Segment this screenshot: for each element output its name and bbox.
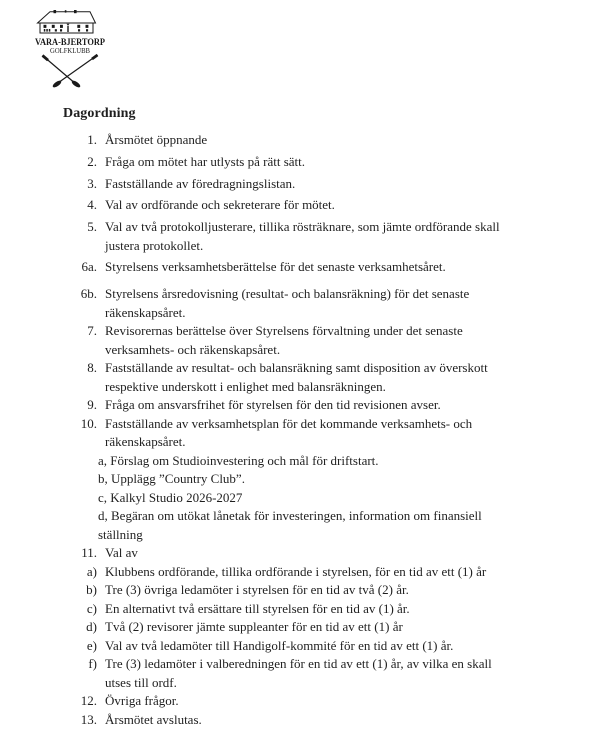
agenda-item-number: 12. <box>80 693 97 709</box>
logo-club-type: GOLFKLUBB <box>50 47 91 55</box>
agenda-item <box>75 452 595 471</box>
agenda-item-number: 8. <box>87 360 97 376</box>
agenda-item-text <box>105 285 469 322</box>
agenda-item-number: 10. <box>80 415 97 431</box>
agenda-item-number: 11. <box>81 545 97 561</box>
agenda-item <box>75 196 595 215</box>
agenda-item-line: Fråga om ansvarsfrihet för styrelsen för den tid revisionen avser. <box>105 397 441 413</box>
agenda-item-text <box>105 600 410 619</box>
agenda-item <box>75 692 595 711</box>
agenda-item-line: ställning <box>98 526 143 542</box>
agenda-item-number: 5. <box>87 219 97 235</box>
agenda-item-line: Övriga frågor. <box>105 693 179 709</box>
agenda-item-line: utses till ordf. <box>105 674 177 690</box>
agenda-item-line: Årsmötet öppnande <box>105 132 208 147</box>
club-logo-graphic <box>33 10 107 90</box>
agenda-item-line: a, Förslag om Studioinvestering och mål för driftstart. <box>98 452 379 468</box>
agenda-item-text <box>105 637 453 656</box>
agenda-item <box>75 396 595 415</box>
agenda-item-line: Styrelsens årsredovisning (resultat- och balansräkning) för det senaste <box>105 286 470 302</box>
agenda-item <box>75 359 595 396</box>
agenda-item-line: Fastställande av verksamhetsplan för det kommande verksamhets- och <box>105 415 473 431</box>
agenda-item-line: d, Begäran om utökat lånetak för investeringen, information om finansiell <box>98 508 482 524</box>
agenda-item-line: Fastställande av resultat- och balansräkning samt disposition av överskott <box>105 360 488 376</box>
agenda-item-number: c) <box>86 600 97 616</box>
agenda-item-text <box>98 452 379 471</box>
agenda-item <box>75 131 595 150</box>
agenda-item-text <box>105 359 488 396</box>
agenda-item-line: räkenskapsåret. <box>105 304 186 320</box>
agenda-item-number: 6b. <box>80 286 97 302</box>
agenda-item-number: 4. <box>87 197 97 213</box>
agenda-item-line: respektive underskott i enlighet med balansräkningen. <box>105 378 386 394</box>
agenda-item-number: 6a. <box>81 259 97 275</box>
agenda-item-line: Val av två ledamöter till Handigolf-kommité för en tid av ett (1) år. <box>105 637 454 653</box>
agenda-item-text <box>105 711 202 730</box>
agenda-item-text <box>105 322 463 359</box>
agenda-item <box>75 637 595 656</box>
agenda-item-line: Val av <box>105 545 138 561</box>
logo-club-name: VARA-BJERTORP <box>35 38 106 48</box>
agenda-item-line: justera protokollet. <box>105 237 204 253</box>
agenda-item-text <box>105 618 403 637</box>
agenda-item-text <box>105 692 179 711</box>
agenda-item-number: b) <box>86 582 97 598</box>
agenda-item-number: e) <box>86 637 97 653</box>
agenda-item-line: En alternativt två ersättare till styrelsen för en tid av (1) år. <box>105 600 410 616</box>
agenda-item <box>75 470 595 489</box>
agenda-item <box>75 544 595 563</box>
agenda-item-number: 13. <box>80 711 97 727</box>
agenda-item-line: Styrelsens verksamhetsberättelse för det senaste verksamhetsåret. <box>105 259 446 275</box>
agenda-item-line: Årsmötet avslutas. <box>105 711 202 727</box>
agenda-item <box>75 258 595 277</box>
agenda-item-line: Två (2) revisorer jämte suppleanter för en tid av ett (1) år <box>105 619 403 635</box>
agenda-item-number: a) <box>86 563 97 579</box>
agenda-item-line: Revisorernas berättelse över Styrelsens förvaltning under det senaste <box>105 323 463 339</box>
agenda-item-line: verksamhets- och räkenskapsåret. <box>105 341 281 357</box>
agenda-item <box>75 581 595 600</box>
agenda-item <box>75 322 595 359</box>
agenda-item-text <box>98 489 242 508</box>
agenda-item-text <box>105 196 335 215</box>
agenda-item-text <box>105 581 409 600</box>
agenda-item <box>75 415 595 452</box>
agenda-item-text <box>105 175 295 194</box>
club-logo <box>33 10 107 90</box>
agenda-item <box>75 285 595 322</box>
agenda-item <box>75 153 595 172</box>
agenda-item-text <box>105 415 472 452</box>
agenda-item <box>75 600 595 619</box>
agenda-item-line: b, Upplägg ”Country Club”. <box>98 471 245 487</box>
agenda-item-line: Val av två protokolljusterare, tillika rösträknare, som jämte ordförande skall <box>105 219 500 235</box>
agenda-item <box>75 507 595 544</box>
agenda-item-text <box>98 470 245 489</box>
crossed-golf-clubs-icon <box>43 55 98 89</box>
agenda-item-text <box>105 153 305 172</box>
agenda-item-number: 9. <box>87 397 97 413</box>
agenda-item-line: Fråga om mötet har utlysts på rätt sätt. <box>105 153 306 169</box>
agenda-item-text <box>105 655 492 692</box>
agenda-item <box>75 563 595 582</box>
agenda-item <box>75 655 595 692</box>
agenda-item-text <box>105 131 207 150</box>
agenda-item-number: 3. <box>87 175 97 191</box>
page-title: Dagordning <box>63 106 136 121</box>
manor-house-icon <box>38 10 96 33</box>
agenda-item-text <box>105 396 441 415</box>
agenda-item <box>75 711 595 730</box>
agenda-item-text <box>105 218 500 255</box>
agenda-item-number: 1. <box>87 132 97 147</box>
agenda-item-line: Fastställande av föredragningslistan. <box>105 175 296 191</box>
agenda-item <box>75 489 595 508</box>
agenda-item <box>75 175 595 194</box>
agenda-item <box>75 218 595 255</box>
agenda-item-line: Tre (3) övriga ledamöter i styrelsen för en tid av två (2) år. <box>105 582 409 598</box>
agenda-item-text <box>105 258 446 277</box>
agenda-item-number: d) <box>86 619 97 635</box>
agenda-item-number: f) <box>88 656 97 672</box>
agenda-item-line: Klubbens ordförande, tillika ordförande i styrelsen, för en tid av ett (1) år <box>105 563 487 579</box>
agenda-item-text <box>98 507 482 544</box>
agenda-item <box>75 618 595 637</box>
agenda-item-text <box>105 544 138 563</box>
agenda-item-text <box>105 563 486 582</box>
agenda-item-line: Val av ordförande och sekreterare för mötet. <box>105 197 335 213</box>
agenda-list <box>75 131 595 729</box>
agenda-item-line: c, Kalkyl Studio 2026-2027 <box>98 489 243 505</box>
agenda-item-line: Tre (3) ledamöter i valberedningen för en tid av ett (1) år, av vilka en skall <box>105 656 492 672</box>
agenda-item-number: 7. <box>87 323 97 339</box>
agenda-item-line: räkenskapsåret. <box>105 434 186 450</box>
agenda-item-number: 2. <box>87 153 97 169</box>
